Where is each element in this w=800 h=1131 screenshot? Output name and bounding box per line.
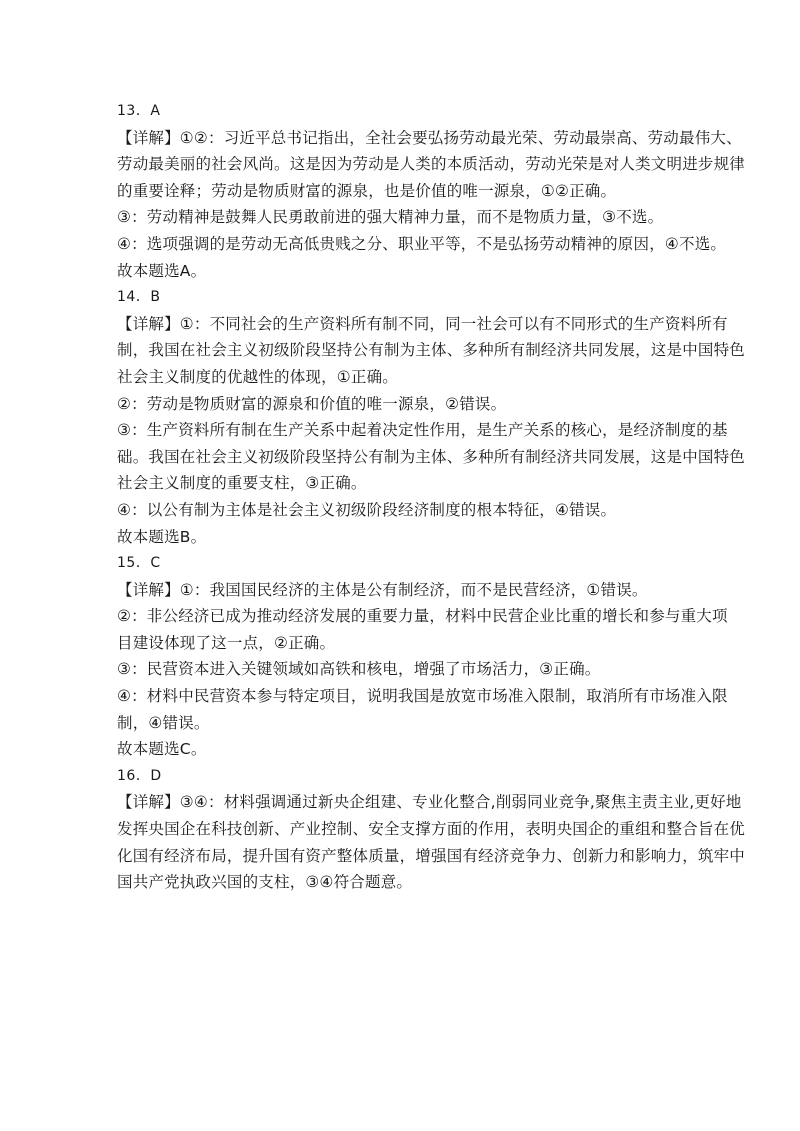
text-line: ④：材料中民营资本参与特定项目，说明我国是放宽市场准入限制，取消所有市场准入限 — [117, 687, 728, 706]
answer-line: 故本题选B。 — [117, 527, 207, 546]
answer-line: 故本题选C。 — [117, 740, 207, 759]
text-line: 础。我国在社会主义初级阶段坚持公有制为主体、多种所有制经济共同发展，这是中国特色 — [117, 447, 746, 466]
document-page — [117, 98, 746, 896]
text-line: 国共产党执政兴国的支柱，③④符合题意。 — [117, 873, 413, 892]
text-line: 【详解】③④：材料强调通过新央企组建、专业化整合,削弱同业竞争,聚焦主责主业,更好地 — [117, 793, 742, 812]
text-line: 目建设体现了这一点，②正确。 — [117, 633, 336, 652]
text-line: ②：非公经济已成为推动经济发展的重要力量，材料中民营企业比重的增长和参与重大项 — [117, 607, 728, 626]
text-line: ③：民营资本进入关键领域如高铁和核电，增强了市场活力，③正确。 — [117, 660, 601, 679]
text-line: 社会主义制度的优越性的体现，①正确。 — [117, 367, 398, 386]
text-line: ②：劳动是物质财富的源泉和价值的唯一源泉，②错误。 — [117, 394, 507, 413]
text-line: 【详解】①②：习近平总书记指出，全社会要弘扬劳动最光荣、劳动最崇高、劳动最伟大、 — [117, 128, 742, 147]
answer-line: 故本题选A。 — [117, 261, 207, 280]
text-line: ③：劳动精神是鼓舞人民勇敢前进的强大精神力量，而不是物质力量，③不选。 — [117, 208, 664, 227]
text-line: 制，④错误。 — [117, 713, 210, 732]
text-line: 的重要诠释；劳动是物质财富的源泉，也是价值的唯一源泉，①②正确。 — [117, 181, 617, 200]
text-line: ④：选项强调的是劳动无高低贵贱之分、职业平等，不是弘扬劳动精神的原因，④不选。 — [117, 234, 727, 253]
text-line: ③：生产资料所有制在生产关系中起着决定性作用，是生产关系的核心，是经济制度的基 — [117, 421, 728, 440]
text-line: 化国有经济布局，提升国有资产整体质量，增强国有经济竞争力、创新力和影响力，筑牢中 — [117, 846, 746, 865]
question-number: 15．C — [117, 555, 161, 572]
text-line: 【详解】①：不同社会的生产资料所有制不同，同一社会可以有不同形式的生产资料所有 — [117, 314, 728, 333]
question-number: 16．D — [117, 767, 162, 784]
text-line: ④：以公有制为主体是社会主义初级阶段经济制度的根本特征，④错误。 — [117, 500, 617, 519]
text-line: 劳动最美丽的社会风尚。这是因为劳动是人类的本质活动，劳动光荣是对人类文明进步规律 — [117, 155, 746, 174]
text-line: 制，我国在社会主义初级阶段坚持公有制为主体、多种所有制经济共同发展，这是中国特色 — [117, 341, 746, 360]
text-line: 社会主义制度的重要支柱，③正确。 — [117, 474, 367, 493]
text-line: 发挥央国企在科技创新、产业控制、安全支撑方面的作用，表明央国企的重组和整合旨在优 — [117, 820, 746, 839]
question-number: 14．B — [117, 289, 161, 306]
text-line: 【详解】①：我国国民经济的主体是公有制经济，而不是民营经济，①错误。 — [117, 580, 648, 599]
question-number: 13．A — [117, 103, 161, 119]
